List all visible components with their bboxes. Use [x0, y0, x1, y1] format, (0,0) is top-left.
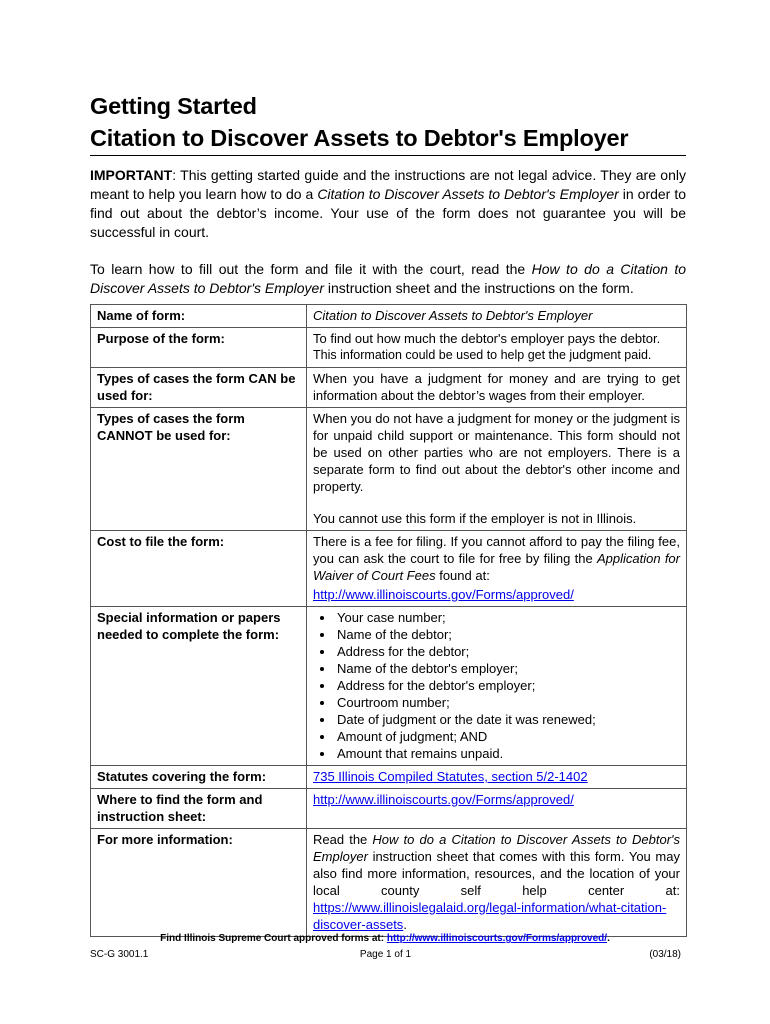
- form-code: SC-G 3001.1: [90, 949, 149, 960]
- footer-find-forms: Find Illinois Supreme Court approved forms at: http://www.illinoiscourts.gov/Forms/approved/.: [160, 933, 610, 944]
- purpose-value: To find out how much the debtor's employer pays the debtor. This information could be used to help get the judgment paid.: [307, 328, 687, 368]
- statutes-link[interactable]: 735 Illinois Compiled Statutes, section 5/2-1402: [313, 769, 588, 784]
- table-row: [91, 789, 687, 829]
- document-page: [90, 92, 686, 937]
- more-value: Read the How to do a Citation to Discover Assets to Debtor's Employer instruction sheet that comes with this form. You may also find more information, resources, and the location of your local county self help center at: https://www.illinoislegalaid.org/legal-information/what-citation-discover-assets.: [307, 829, 687, 937]
- table-row: [91, 368, 687, 408]
- list-item: • Your case number;: [335, 609, 680, 626]
- table-row: [91, 408, 687, 531]
- more-label: For more information:: [91, 829, 307, 937]
- important-label: IMPORTANT: [90, 167, 173, 183]
- table-row: [91, 328, 687, 368]
- table-row: [91, 305, 687, 328]
- form-info-table: [90, 304, 687, 937]
- cost-value: There is a fee for filing. If you cannot afford to pay the filing fee, you can ask the court to file for free by filing the Application for Waiver of Court Fees found at: http://www.illinoiscourts.gov/Forms/approved/: [307, 531, 687, 607]
- statutes-label: Statutes covering the form:: [91, 766, 307, 789]
- page-number: Page 1 of 1: [359, 949, 412, 960]
- important-paragraph: IMPORTANT: This getting started guide and the instructions are not legal advice. They are only meant to help you learn how to do a Citation to Discover Assets to Debtor's Employer in order to find out about the debtor’s income. Your use of the form does not guarantee you will be successful in court.: [90, 167, 686, 240]
- forms-link[interactable]: http://www.illinoiscourts.gov/Forms/approved/: [313, 792, 574, 807]
- table-row: [91, 607, 687, 766]
- form-title: Citation to Discover Assets to Debtor's Employer: [90, 124, 686, 156]
- table-row: [91, 531, 687, 607]
- page-title: Getting Started: [90, 93, 257, 119]
- learn-paragraph: To learn how to fill out the form and file it with the court, read the How to do a Citation to Discover Assets to Debtor's Employer instruction sheet and the instructions on the form.: [90, 261, 687, 296]
- special-label: Special information or papers needed to complete the form:: [91, 607, 307, 766]
- table-row: [91, 829, 687, 937]
- purpose-label: Purpose of the form:: [91, 328, 307, 368]
- list-item: • Amount that remains unpaid.: [335, 745, 680, 762]
- list-item: • Courtroom number;: [335, 694, 680, 711]
- cannot-label: Types of cases the form CANNOT be used for:: [91, 408, 307, 531]
- list-item: • Date of judgment or the date it was renewed;: [335, 711, 680, 728]
- legal-aid-link[interactable]: https://www.illinoislegalaid.org/legal-information/what-citation-discover-assets: [313, 900, 667, 932]
- list-item: • Address for the debtor's employer;: [335, 677, 680, 694]
- list-item: • Amount of judgment; AND: [335, 728, 680, 745]
- list-item: • Name of the debtor's employer;: [335, 660, 680, 677]
- cannot-value: When you do not have a judgment for money or the judgment is for unpaid child support or maintenance. This form should not be used on other parties who are not employers. There is a separate form to find out about the debtor's other income and property. You cannot use this form if the employer is not in Illinois.: [307, 408, 687, 531]
- where-value: [307, 789, 687, 829]
- name-label: Name of form:: [91, 305, 307, 328]
- fee-waiver-link[interactable]: http://www.illinoiscourts.gov/Forms/approved/: [313, 587, 574, 602]
- required-info-list: [313, 609, 680, 762]
- revision-date: (03/18): [649, 949, 681, 960]
- cost-label: Cost to file the form:: [91, 531, 307, 607]
- table-row: [91, 766, 687, 789]
- name-value: Citation to Discover Assets to Debtor's Employer: [307, 305, 687, 328]
- list-item: • Address for the debtor;: [335, 643, 680, 660]
- where-label: Where to find the form and instruction sheet:: [91, 789, 307, 829]
- footer-forms-link[interactable]: http://www.illinoiscourts.gov/Forms/approved/: [386, 933, 608, 944]
- special-value: [307, 607, 687, 766]
- statutes-value: [307, 766, 687, 789]
- can-value: When you have a judgment for money and are trying to get information about the debtor’s wages from their employer.: [307, 368, 687, 408]
- list-item: • Name of the debtor;: [335, 626, 680, 643]
- can-label: Types of cases the form CAN be used for:: [91, 368, 307, 408]
